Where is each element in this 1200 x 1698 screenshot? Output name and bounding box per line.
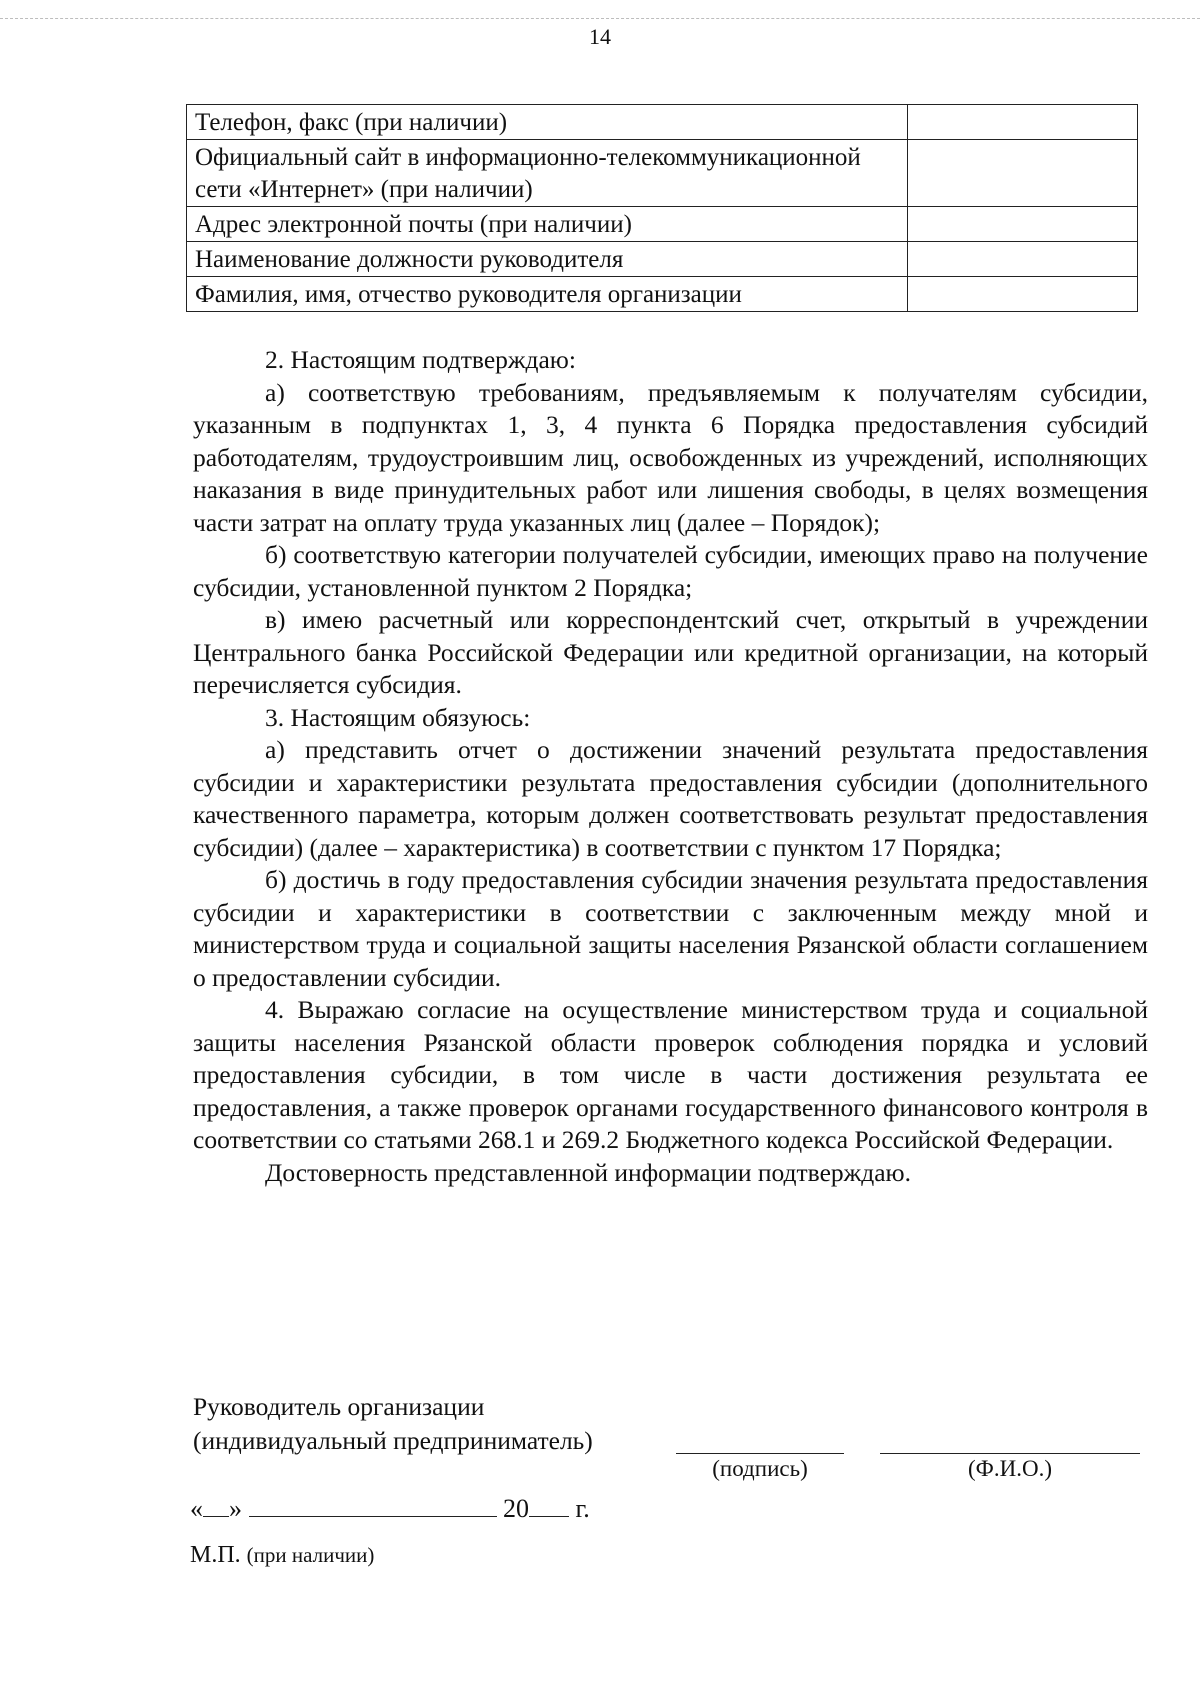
page-number: 14: [589, 24, 611, 49]
year-blank[interactable]: [529, 1494, 569, 1517]
year-prefix: 20: [503, 1494, 529, 1523]
stamp-note: (при наличии): [246, 1543, 375, 1567]
paragraph-3b: б) достичь в году предоставления субсидии значения результата предоставления субсидии и характеристики в соответствии с заключенным между мной и министерством труда и социальной защиты населения Рязанской области соглашением о предоставлении субсидии.: [193, 865, 1148, 992]
table-row: [187, 105, 1138, 140]
table-row: [187, 207, 1138, 242]
full-name-caption: (Ф.И.О.): [968, 1456, 1052, 1481]
table-cell-value[interactable]: [908, 242, 1138, 277]
stamp-line: [190, 1542, 374, 1569]
signer-subtitle: (индивидуальный предприниматель): [193, 1426, 593, 1455]
table-row: [187, 140, 1138, 207]
paragraph-2c: в) имею расчетный или корреспондентский счет, открытый в учреждении Центрального банка Российской Федерации или кредитной организации, на который перечисляется субсидия.: [193, 605, 1148, 699]
year-suffix: г.: [575, 1494, 590, 1523]
table-cell-label: Фамилия, имя, отчество руководителя организации: [187, 277, 908, 312]
date-line: [190, 1494, 590, 1524]
table-cell-value[interactable]: [908, 140, 1138, 207]
paragraph-2b: б) соответствую категории получателей субсидии, имеющих право на получение субсидии, установленной пунктом 2 Порядка;: [193, 540, 1148, 602]
table-cell-value[interactable]: [908, 277, 1138, 312]
day-blank[interactable]: [203, 1494, 229, 1517]
signature-block: [193, 1390, 1153, 1458]
paragraph-4: 4. Выражаю согласие на осуществление министерством труда и социальной защиты населения Рязанской области проверок соблюдения порядка и условий предоставления субсидии, в том числе в части достижения результата ее предоставления, а также проверок органами государственного финансового контроля в соответствии со статьями 268.1 и 269.2 Бюджетного кодекса Российской Федерации.: [193, 995, 1148, 1154]
table-cell-label: Адрес электронной почты (при наличии): [187, 207, 908, 242]
signature-line[interactable]: [676, 1453, 844, 1454]
paragraph-confirmation: Достоверность представленной информации подтверждаю.: [265, 1157, 911, 1187]
table-row: [187, 242, 1138, 277]
table-cell-label: Официальный сайт в информационно-телекоммуникационной сети «Интернет» (при наличии): [187, 140, 908, 207]
table-cell-label: Наименование должности руководителя: [187, 242, 908, 277]
month-blank[interactable]: [249, 1494, 497, 1517]
paragraph-3-heading: 3. Настоящим обязуюсь:: [265, 702, 531, 732]
table-cell-value[interactable]: [908, 207, 1138, 242]
date-close-quote: »: [229, 1494, 242, 1523]
paragraph-3a: а) представить отчет о достижении значений результата предоставления субсидии и характеристики результата предоставления субсидии (дополнительного качественного параметра, которым должен соответствовать результат предоставления субсидии) (далее – характеристика) в соответствии с пунктом 17 Порядка;: [193, 735, 1148, 862]
table-cell-value[interactable]: [908, 105, 1138, 140]
organization-info-table: [186, 104, 1138, 312]
signer-title: Руководитель организации: [193, 1392, 485, 1421]
document-body: [193, 344, 1148, 1189]
stamp-label: М.П.: [190, 1542, 241, 1568]
full-name-line[interactable]: [880, 1453, 1140, 1454]
table-row: [187, 277, 1138, 312]
paragraph-2a: а) соответствую требованиям, предъявляемым к получателям субсидии, указанным в подпунктах 1, 3, 4 пункта 6 Порядка предоставления субсидий работодателям, трудоустроившим лиц, освобожденных из учреждений, исполняющих наказания в виде принудительных работ или лишения свободы, в целях возмещения части затрат на оплату труда указанных лиц (далее – Порядок);: [193, 377, 1148, 537]
signature-caption: (подпись): [712, 1456, 808, 1481]
date-open-quote: «: [190, 1494, 203, 1523]
paragraph-2-heading: 2. Настоящим подтверждаю:: [265, 345, 576, 374]
top-scan-rule: [0, 18, 1200, 19]
table-cell-label: Телефон, факс (при наличии): [187, 105, 908, 140]
